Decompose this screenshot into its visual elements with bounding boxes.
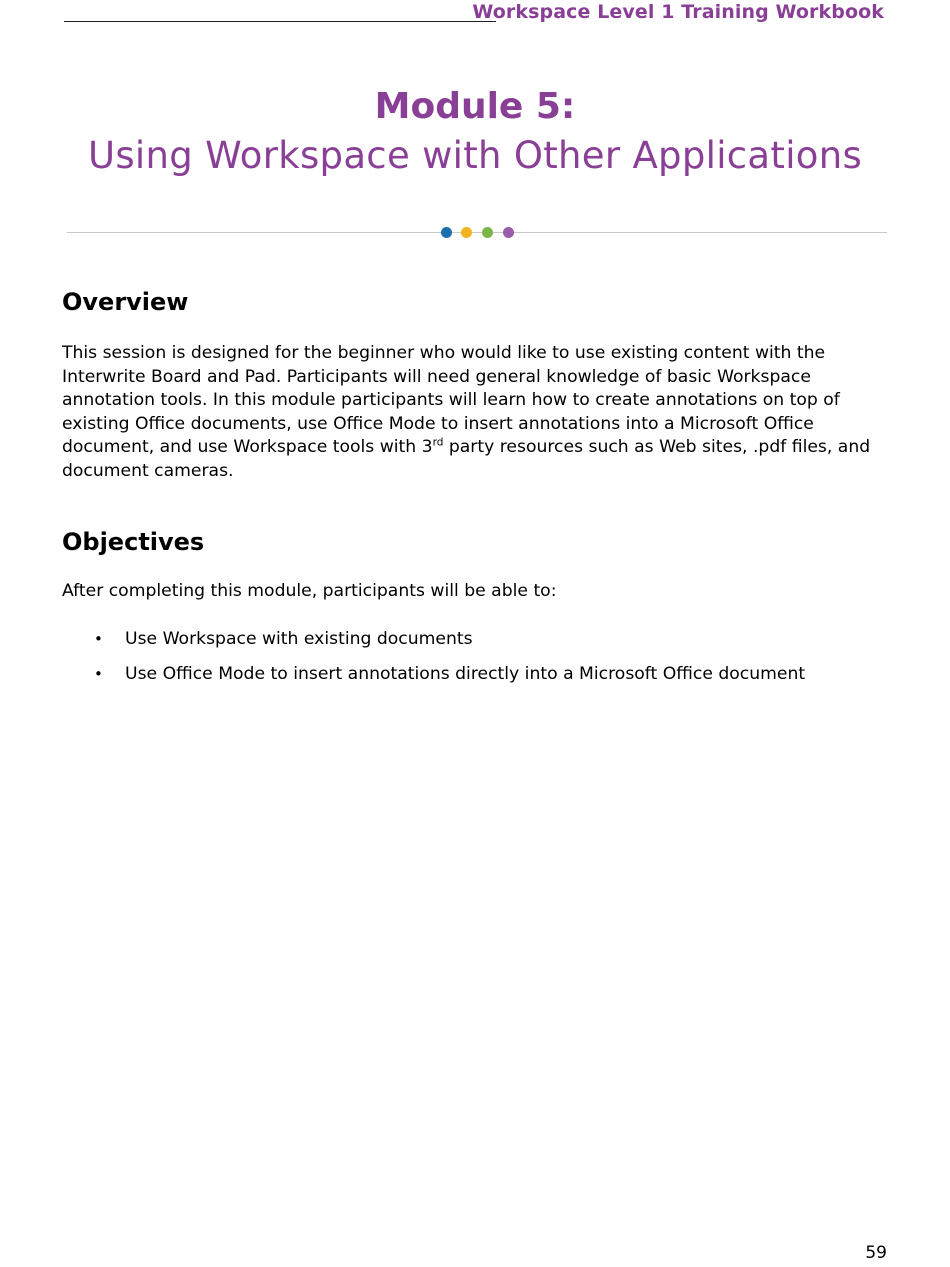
page-number: 59 [865,1243,887,1263]
bullet-icon: • [94,665,103,683]
divider-dot-purple [503,227,514,238]
divider-dot-yellow [461,227,472,238]
overview-paragraph [62,342,892,483]
overview-heading: Overview [62,288,189,316]
workbook-title: Workspace Level 1 Training Workbook [472,1,884,23]
objectives-heading: Objectives [62,528,205,556]
overview-text-part-2: party resources such as Web sites, .pdf files, and document cameras. [62,437,871,481]
module-title: Using Workspace with Other Applications [87,134,863,177]
objective-item-text: Use Workspace with existing documents [125,629,473,649]
overview-superscript: rd [432,436,444,449]
objective-item [94,629,473,649]
divider-dot-blue [441,227,452,238]
bullet-icon: • [94,630,103,648]
module-number: Module 5: [374,86,576,127]
overview-text-part-1: This session is designed for the beginner who would like to use existing content with the Interwrite Board and Pad. Participants will need general knowledge of basic Workspace annotation tools. In this module participants will learn how to create annotations on top of existing Office documents, use Office Mode to insert annotations into a Microsoft Office document, and use Workspace tools with 3 [62,343,840,457]
objectives-intro: After completing this module, participants will be able to: [62,581,557,601]
objective-item [94,664,805,684]
header-rule [64,21,496,22]
divider-dot-green [482,227,493,238]
objective-item-text: Use Office Mode to insert annotations directly into a Microsoft Office document [125,664,806,684]
section-divider [67,232,887,233]
